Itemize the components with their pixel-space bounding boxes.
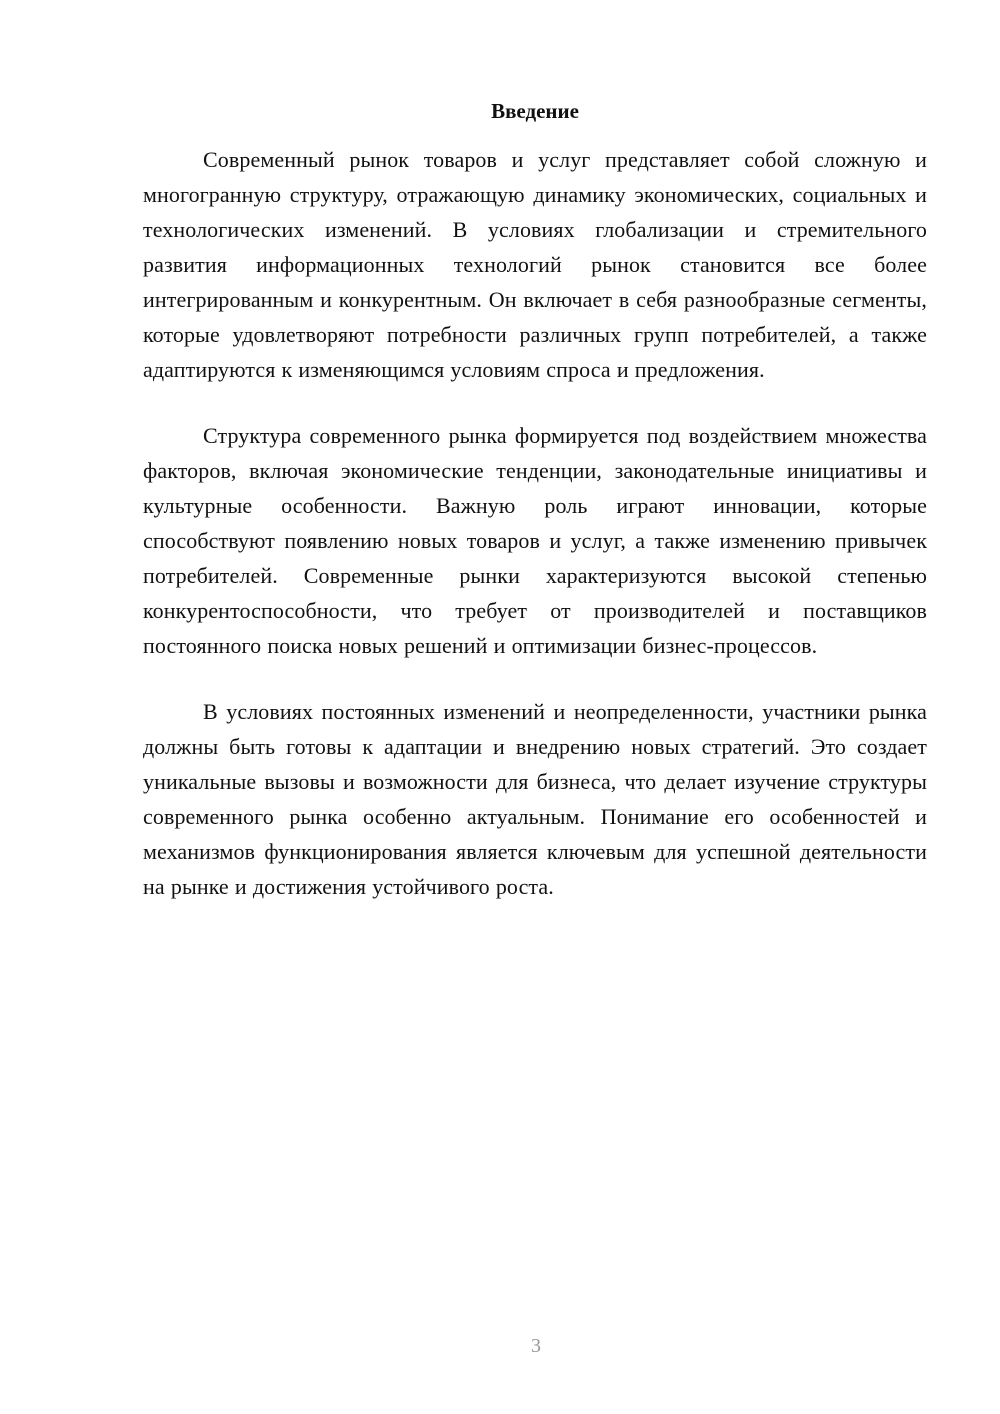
paragraph-1: Современный рынок товаров и услуг представляет собой сложную и многогранную структуру, отражающую динамику экономических, социальных и технологических изменений. В условиях глобализации и стремительного развития информационных технологий рынок становится все более интегрированным и конкурентным. Он включает в себя разнообразные сегменты, которые удовлетворяют потребности различных групп потребителей, а также адаптируются к изменяющимся условиям спроса и предложения. <box>143 147 927 382</box>
body-text <box>143 142 927 935</box>
paragraph-3: В условиях постоянных изменений и неопределенности, участники рынка должны быть готовы к адаптации и внедрению новых стратегий. Это создает уникальные вызовы и возможности для бизнеса, что делает изучение структуры современного рынка особенно актуальным. Понимание его особенностей и механизмов функционирования является ключевым для успешной деятельности на рынке и достижения устойчивого роста. <box>143 699 927 899</box>
paragraph-2: Структура современного рынка формируется под воздействием множества факторов, включая экономические тенденции, законодательные инициативы и культурные особенности. Важную роль играют инновации, которые способствуют появлению новых товаров и услуг, а также изменению привычек потребителей. Современные рынки характеризуются высокой степенью конкурентоспособности, что требует от производителей и поставщиков постоянного поиска новых решений и оптимизации бизнес-процессов. <box>143 423 927 658</box>
page-number: 3 <box>531 1335 541 1357</box>
section-heading: Введение <box>491 99 579 123</box>
